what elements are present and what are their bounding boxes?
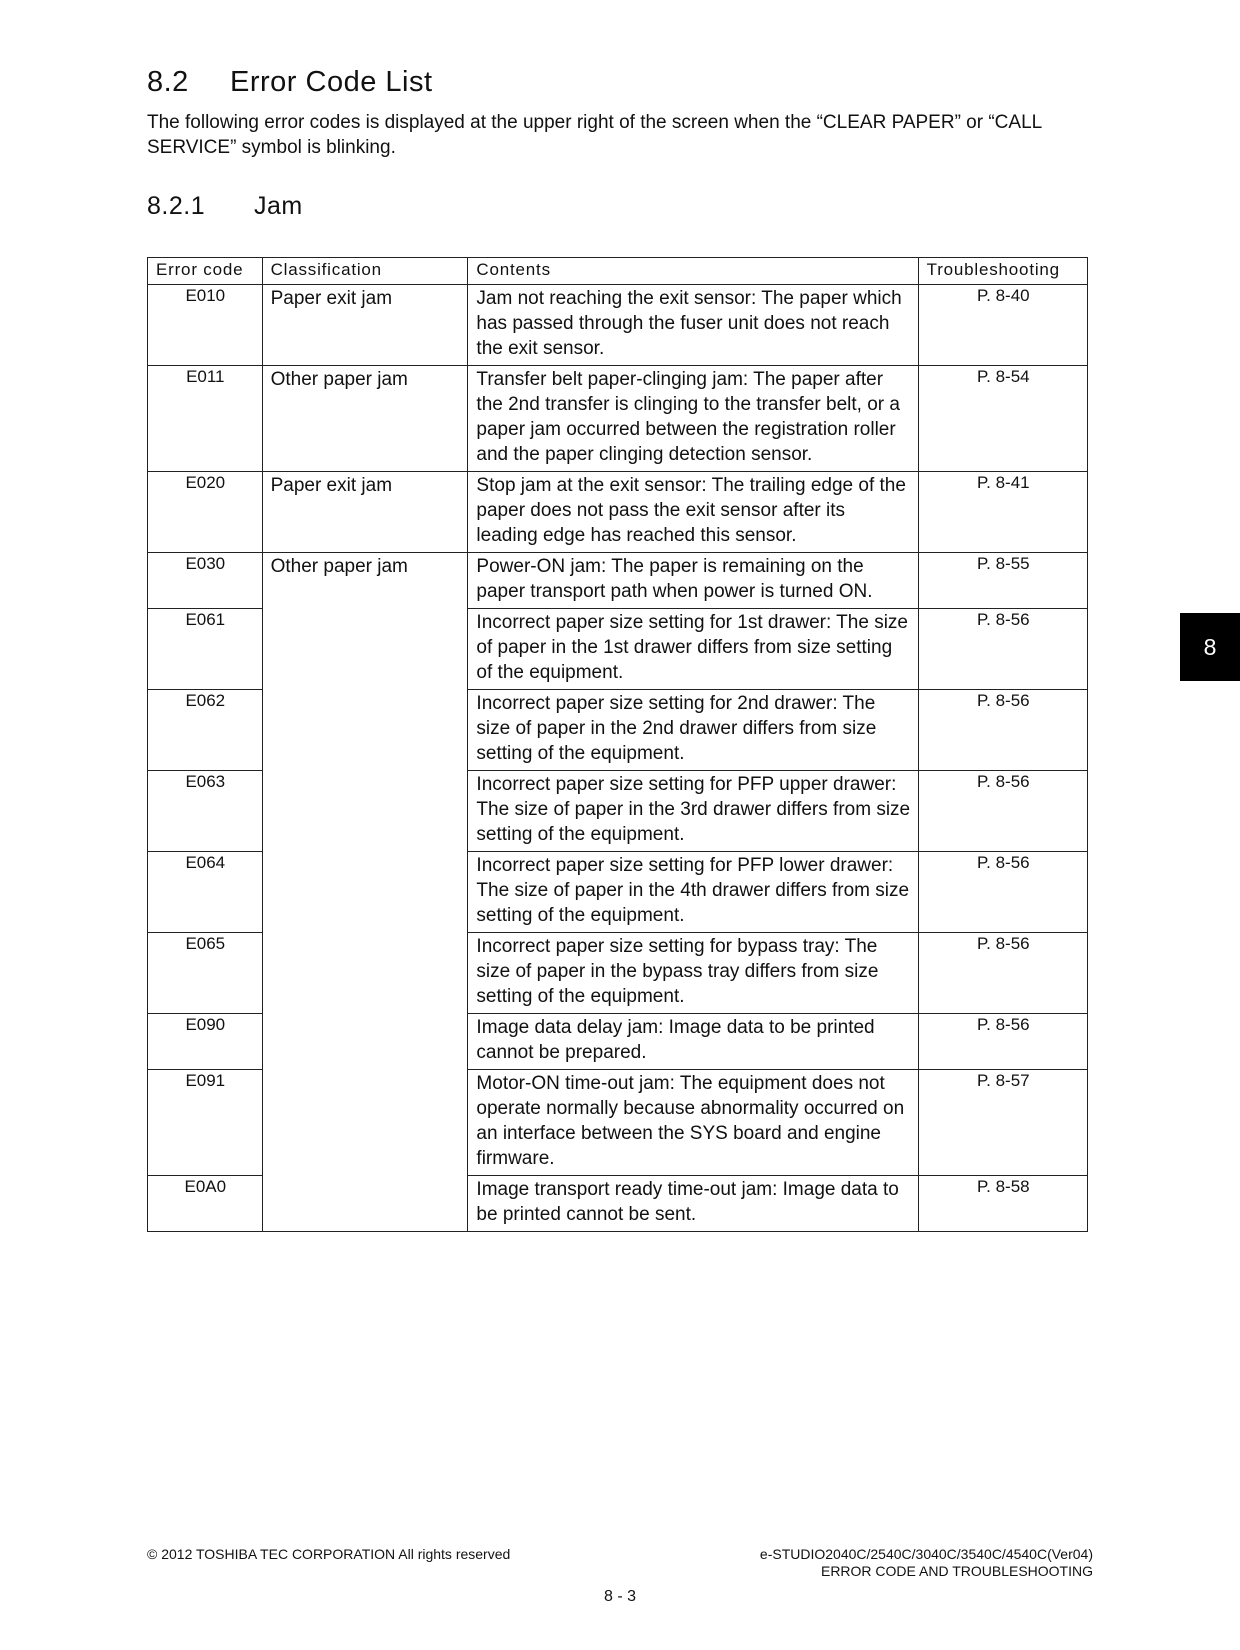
troubleshooting-cell: P. 8-54 bbox=[918, 366, 1087, 472]
contents-cell: Transfer belt paper-clinging jam: The paper after the 2nd transfer is clinging to the transfer belt, or a paper jam occurred between the registration roller and the paper clinging detection sensor. bbox=[468, 366, 918, 472]
contents-cell: Motor-ON time-out jam: The equipment does not operate normally because abnormality occurred on an interface between the SYS board and engine firmware. bbox=[468, 1070, 918, 1176]
troubleshooting-cell: P. 8-56 bbox=[918, 852, 1087, 933]
classification-cell: Paper exit jam bbox=[262, 285, 468, 366]
section-heading bbox=[147, 66, 433, 99]
table-row bbox=[148, 472, 1088, 553]
error-code-cell: E030 bbox=[148, 553, 263, 609]
error-code-cell: E0A0 bbox=[148, 1176, 263, 1232]
contents-cell: Incorrect paper size setting for PFP lower drawer: The size of paper in the 4th drawer differs from size setting of the equipment. bbox=[468, 852, 918, 933]
page-number: 8 - 3 bbox=[603, 1588, 636, 1605]
error-code-cell: E010 bbox=[148, 285, 263, 366]
intro-paragraph: The following error codes is displayed at the upper right of the screen when the “CLEAR PAPER” or “CALL SERVICE” symbol is blinking. bbox=[147, 112, 1042, 158]
troubleshooting-cell: P. 8-56 bbox=[918, 609, 1087, 690]
header-contents: Contents bbox=[468, 258, 918, 285]
troubleshooting-cell: P. 8-41 bbox=[918, 472, 1087, 553]
troubleshooting-cell: P. 8-56 bbox=[918, 933, 1087, 1014]
error-code-cell: E062 bbox=[148, 690, 263, 771]
contents-cell: Stop jam at the exit sensor: The trailing edge of the paper does not pass the exit sensor after its leading edge has reached this sensor. bbox=[468, 472, 918, 553]
troubleshooting-cell: P. 8-56 bbox=[918, 771, 1087, 852]
header-troubleshooting: Troubleshooting bbox=[918, 258, 1087, 285]
troubleshooting-cell: P. 8-56 bbox=[918, 1014, 1087, 1070]
error-code-cell: E011 bbox=[148, 366, 263, 472]
subsection-title: Jam bbox=[254, 192, 303, 220]
troubleshooting-cell: P. 8-58 bbox=[918, 1176, 1087, 1232]
troubleshooting-cell: P. 8-55 bbox=[918, 553, 1087, 609]
table-header-row bbox=[148, 258, 1088, 285]
table-row bbox=[148, 553, 1088, 609]
subsection-number: 8.2.1 bbox=[147, 192, 206, 220]
troubleshooting-cell: P. 8-57 bbox=[918, 1070, 1087, 1176]
contents-cell: Incorrect paper size setting for PFP upper drawer: The size of paper in the 3rd drawer differs from size setting of the equipment. bbox=[468, 771, 918, 852]
section-number: 8.2 bbox=[147, 66, 189, 98]
error-code-cell: E061 bbox=[148, 609, 263, 690]
contents-cell: Jam not reaching the exit sensor: The paper which has passed through the fuser unit does not reach the exit sensor. bbox=[468, 285, 918, 366]
error-code-cell: E065 bbox=[148, 933, 263, 1014]
classification-cell: Other paper jam bbox=[262, 553, 468, 1232]
error-code-cell: E090 bbox=[148, 1014, 263, 1070]
contents-cell: Incorrect paper size setting for 1st drawer: The size of paper in the 1st drawer differs from size setting of the equipment. bbox=[468, 609, 918, 690]
error-code-cell: E063 bbox=[148, 771, 263, 852]
section-title: Error Code List bbox=[230, 66, 433, 98]
error-code-cell: E091 bbox=[148, 1070, 263, 1176]
classification-cell: Paper exit jam bbox=[262, 472, 468, 553]
classification-cell: Other paper jam bbox=[262, 366, 468, 472]
footer-model: e-STUDIO2040C/2540C/3040C/3540C/4540C(Ver04) bbox=[759, 1546, 1093, 1562]
table-row bbox=[148, 285, 1088, 366]
contents-cell: Image data delay jam: Image data to be printed cannot be prepared. bbox=[468, 1014, 918, 1070]
chapter-tab: 8 bbox=[1180, 613, 1240, 681]
contents-cell: Incorrect paper size setting for bypass tray: The size of paper in the bypass tray differs from size setting of the equipment. bbox=[468, 933, 918, 1014]
error-code-cell: E064 bbox=[148, 852, 263, 933]
contents-cell: Power-ON jam: The paper is remaining on the paper transport path when power is turned ON. bbox=[468, 553, 918, 609]
table-row bbox=[148, 366, 1088, 472]
footer-chapter: ERROR CODE AND TROUBLESHOOTING bbox=[820, 1563, 1093, 1579]
header-classification: Classification bbox=[262, 258, 468, 285]
header-error-code: Error code bbox=[148, 258, 263, 285]
troubleshooting-cell: P. 8-56 bbox=[918, 690, 1087, 771]
footer-right-block bbox=[760, 1546, 1093, 1580]
contents-cell: Image transport ready time-out jam: Image data to be printed cannot be sent. bbox=[468, 1176, 918, 1232]
subsection-heading bbox=[147, 192, 303, 221]
footer-copyright: © 2012 TOSHIBA TEC CORPORATION All rights reserved bbox=[147, 1546, 511, 1562]
troubleshooting-cell: P. 8-40 bbox=[918, 285, 1087, 366]
jam-error-table bbox=[147, 257, 1088, 1232]
error-code-cell: E020 bbox=[148, 472, 263, 553]
contents-cell: Incorrect paper size setting for 2nd drawer: The size of paper in the 2nd drawer differs from size setting of the equipment. bbox=[468, 690, 918, 771]
